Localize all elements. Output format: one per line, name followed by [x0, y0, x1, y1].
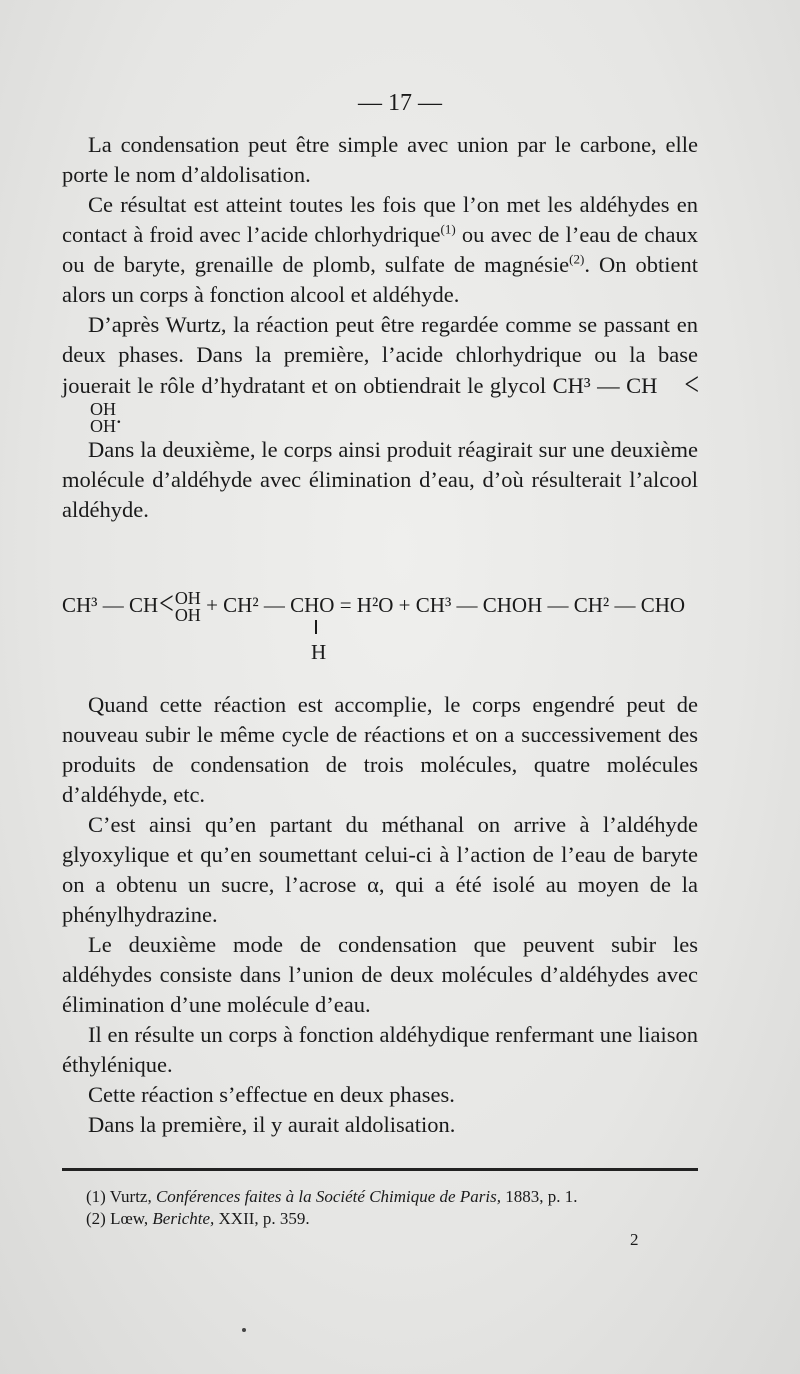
footnotes: [86, 1186, 706, 1230]
paragraph: La condensation peut être simple avec union par le carbone, elle porte le nom d’aldolisation.: [62, 132, 698, 187]
paragraph: Dans la deuxième, le corps ainsi produit réagirait sur une deuxième molécule d’aldéhyde avec élimination d’eau, d’où résulterait l’alcool aldéhyde.: [62, 437, 698, 522]
paragraph: Ce résultat est atteint toutes les fois que l’on met les aldéhydes en contact à froid avec l’acide chlorhydrique$^{(1)}$ ou avec de l’eau de chaux ou de baryte, grenaille de plomb, sulfate de magnésie$^{(2)}$. On obtient alors un corps à fonction alcool et aldéhyde.: [62, 192, 699, 307]
page-number: — 17 —: [358, 90, 442, 116]
paragraph: Quand cette réaction est accomplie, le corps engendré peut de nouveau subir le même cycle de réactions et on a successivement des produits de condensation de trois molécules, quatre molécules d’aldéhyde, etc.: [62, 692, 698, 807]
footnote: (1) Vurtz, Conférences faites à la Société Chimique de Paris, 1883, p. 1.: [86, 1187, 578, 1206]
chemical-equation: CH³ — CH< OH OH + CH² — CHO = H²O + CH³ — CHOH — CH² — CHO H: [62, 585, 686, 664]
speck: [242, 1328, 246, 1332]
body-text-bottom: [62, 690, 698, 1140]
hydroxyl-fraction: OH OH: [90, 399, 116, 436]
footnote-rule: [62, 1168, 698, 1171]
signature-mark: 2: [630, 1230, 639, 1249]
paragraph: Il en résulte un corps à fonction aldéhydique renfermant une liaison éthylénique.: [62, 1022, 698, 1077]
footnote: (2) Lœw, Berichte, XXII, p. 359.: [86, 1209, 310, 1228]
paragraph: C’est ainsi qu’en partant du méthanal on arrive à l’aldéhyde glyoxylique et qu’en soumettant celui-ci à l’action de l’eau de baryte on a obtenu un sucre, l’acrose α, qui a été isolé au moyen de la phénylhydrazine.: [62, 812, 698, 927]
body-text-top: [62, 130, 698, 525]
bond-line: [315, 620, 317, 634]
paragraph: Dans la première, il y aurait aldolisation.: [88, 1112, 456, 1137]
paragraph: D’après Wurtz, la réaction peut être regardée comme se passant en deux phases. Dans la première, l’acide chlorhydrique ou la base jouerait le rôle d’hydratant et on obtiendrait le glycol CH³ — CH < OH OH .: [62, 312, 699, 436]
paragraph: Le deuxième mode de condensation que peuvent subir les aldéhydes consiste dans l’union de deux molécules d’aldéhydes avec élimination d’une molécule d’eau.: [62, 932, 698, 1017]
paragraph: Cette réaction s’effectue en deux phases.: [88, 1082, 455, 1107]
